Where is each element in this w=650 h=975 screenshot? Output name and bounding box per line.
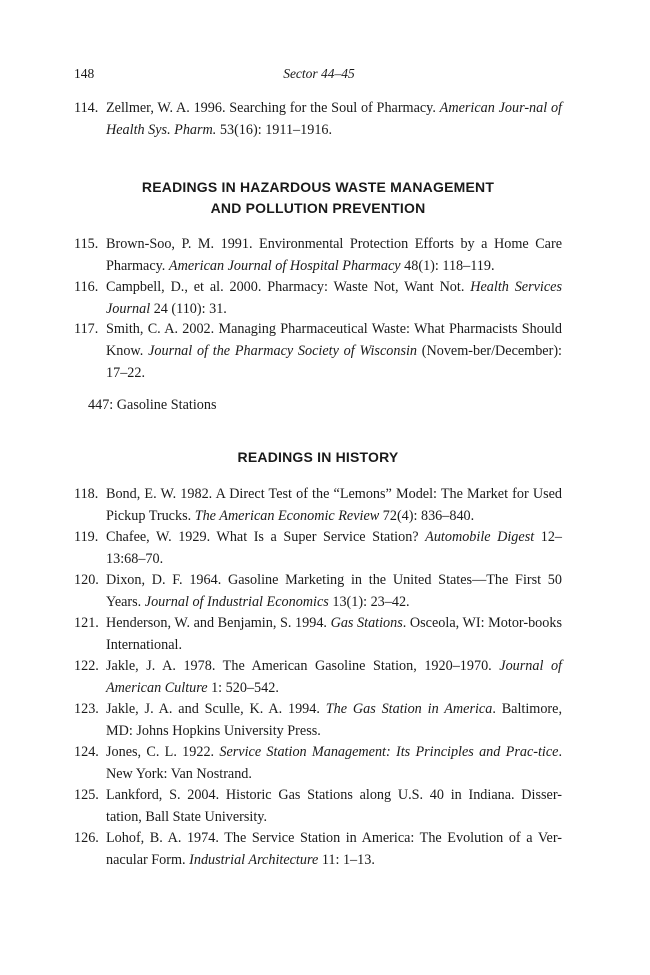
- reference-text-segment: . Baltimore, MD: Johns Hopkins University Press.: [106, 701, 562, 739]
- reference-text: [106, 318, 562, 384]
- reference-entry: [74, 655, 562, 699]
- reference-text: [106, 655, 562, 699]
- reference-text: [106, 612, 562, 656]
- reference-text-segment: Dixon, D. F. 1964. Gasoline Marketing in the United States—The First 50 Years.: [106, 572, 562, 610]
- reference-entry: [74, 233, 562, 277]
- reference-source-title: Journal of Industrial Economics: [144, 594, 329, 610]
- reference-text: [106, 569, 562, 613]
- reference-number: 115.: [74, 236, 99, 252]
- reference-source-title: The Gas Station in America: [325, 701, 493, 717]
- reference-entry: [74, 698, 562, 742]
- reference-text: [106, 784, 562, 828]
- reference-text-segment: . New York: Van Nostrand.: [106, 744, 562, 782]
- reference-source-title: Journal of the Pharmacy Society of Wisconsin: [148, 343, 417, 359]
- reference-text-segment: 11: 1–13.: [318, 852, 375, 868]
- reference-source-title: The American Economic Review: [194, 508, 380, 524]
- reference-text: [106, 97, 562, 141]
- reference-number: 116.: [74, 279, 99, 295]
- reference-text: [106, 526, 562, 570]
- reference-entry: [74, 97, 562, 141]
- reference-source-title: Health Services Journal: [106, 279, 562, 317]
- reference-number: 123.: [74, 701, 99, 717]
- reference-entry: [74, 741, 562, 785]
- reference-number: 122.: [74, 658, 99, 674]
- reference-text-segment: Jakle, J. A. and Sculle, K. A. 1994.: [106, 701, 326, 717]
- reference-entry: [74, 784, 562, 828]
- reference-text-segment: Lohof, B. A. 1974. The Service Station in America: The Evolution of a Ver-nacular Form.: [106, 830, 562, 868]
- reference-text-segment: 72(4): 836–840.: [379, 508, 475, 524]
- reference-text-segment: 48(1): 118–119.: [400, 258, 495, 274]
- section-heading-history: READINGS IN HISTORY: [237, 449, 399, 465]
- reference-number: 118.: [74, 486, 99, 502]
- reference-entry: [74, 483, 562, 527]
- reference-text: [106, 483, 562, 527]
- reference-text-segment: Henderson, W. and Benjamin, S. 1994.: [106, 615, 331, 631]
- reference-text-segment: Bond, E. W. 1982. A Direct Test of the “Lemons” Model: The Market for Used Pickup Trucks.: [106, 486, 562, 524]
- reference-text-segment: Jakle, J. A. 1978. The American Gasoline Station, 1920–1970.: [106, 658, 500, 674]
- reference-entry: [74, 318, 562, 384]
- reference-text: [106, 827, 562, 871]
- reference-source-title: Service Station Management: Its Principles and Prac-tice: [219, 744, 559, 760]
- reference-text-segment: (Novem-ber/December): 17–22.: [106, 343, 562, 381]
- reference-text-segment: Campbell, D., et al. 2000. Pharmacy: Waste Not, Want Not.: [106, 279, 471, 295]
- running-title: Sector 44–45: [283, 66, 355, 81]
- reference-number: 121.: [74, 615, 99, 631]
- reference-text-segment: 12–13:68–70.: [106, 529, 563, 567]
- reference-number: 126.: [74, 830, 99, 846]
- reference-text-segment: 53(16): 1911–1916.: [216, 122, 333, 138]
- reference-text: [106, 233, 562, 277]
- reference-text: [106, 698, 562, 742]
- reference-text-segment: Brown-Soo, P. M. 1991. Environmental Protection Efforts by a Home Care Pharmacy.: [106, 236, 562, 274]
- page-number: 148: [74, 66, 95, 81]
- sector-label: 447: Gasoline Stations: [88, 397, 217, 413]
- reference-text-segment: Jones, C. L. 1922.: [106, 744, 220, 760]
- section-heading-hazardous-waste: [74, 177, 562, 219]
- reference-text: [106, 276, 562, 320]
- section-heading-line1: READINGS IN HAZARDOUS WASTE MANAGEMENT: [141, 179, 495, 195]
- reference-number: 117.: [74, 321, 99, 337]
- reference-number: 114.: [74, 100, 99, 116]
- section-heading-line2: AND POLLUTION PREVENTION: [210, 200, 426, 216]
- page-header: [74, 66, 564, 86]
- reference-number: 125.: [74, 787, 99, 803]
- reference-source-title: American Jour-nal of Health Sys. Pharm.: [106, 100, 562, 138]
- reference-source-title: Automobile Digest: [425, 529, 535, 545]
- reference-text-segment: 1: 520–542.: [207, 680, 279, 696]
- reference-entry: [74, 827, 562, 871]
- reference-text-segment: Chafee, W. 1929. What Is a Super Service Station?: [106, 529, 426, 545]
- reference-text-segment: Lankford, S. 2004. Historic Gas Stations along U.S. 40 in Indiana. Disser-tation, Ball State University.: [106, 787, 562, 825]
- reference-source-title: Industrial Architecture: [189, 852, 319, 868]
- reference-entry: [74, 569, 562, 613]
- reference-text-segment: Smith, C. A. 2002. Managing Pharmaceutical Waste: What Pharmacists Should Know.: [106, 321, 562, 359]
- reference-number: 119.: [74, 529, 99, 545]
- reference-number: 124.: [74, 744, 99, 760]
- reference-entry: [74, 612, 562, 656]
- reference-source-title: American Journal of Hospital Pharmacy: [168, 258, 401, 274]
- reference-source-title: Journal of American Culture: [106, 658, 562, 696]
- reference-entry: [74, 526, 562, 570]
- reference-text-segment: 13(1): 23–42.: [328, 594, 410, 610]
- reference-text-segment: . Osceola, WI: Motor-books International.: [106, 615, 562, 653]
- reference-number: 120.: [74, 572, 99, 588]
- reference-entry: [74, 276, 562, 320]
- reference-source-title: Gas Stations: [330, 615, 403, 631]
- reference-text-segment: Zellmer, W. A. 1996. Searching for the Soul of Pharmacy.: [106, 100, 440, 116]
- reference-text: [106, 741, 562, 785]
- reference-text-segment: 24 (110): 31.: [150, 301, 227, 317]
